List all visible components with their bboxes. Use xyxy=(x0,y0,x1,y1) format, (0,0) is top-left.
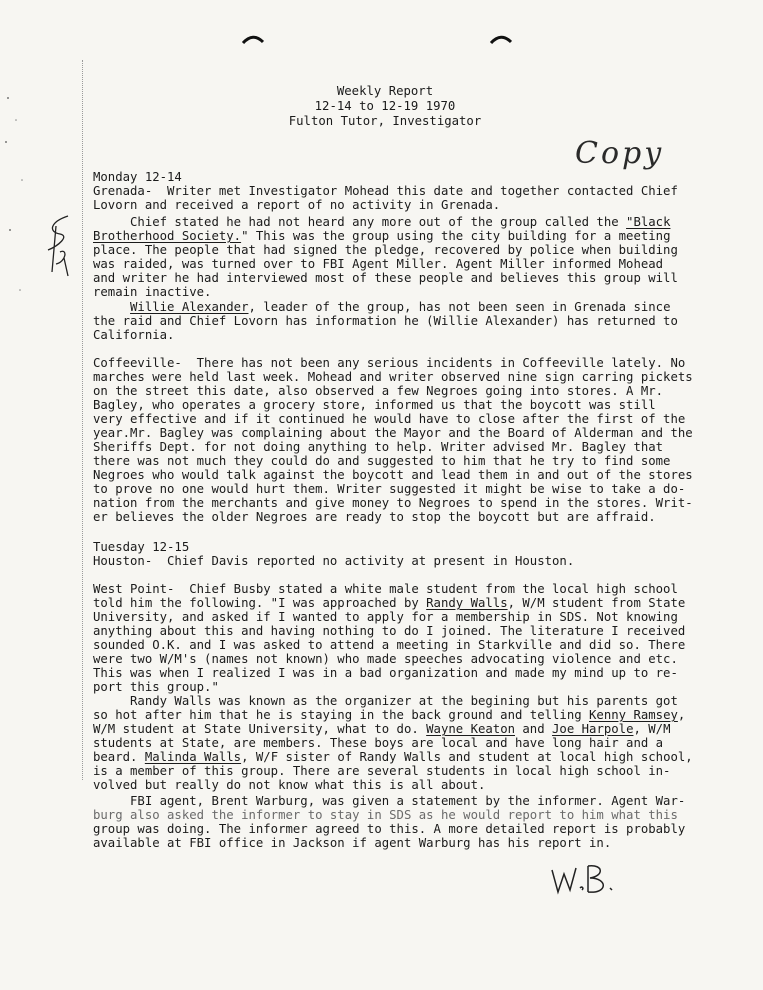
coffeeville-line-2: marches were held last week. Mohead and writer observed nine sign carring pickets xyxy=(93,370,693,384)
underlined-group-name: "Black xyxy=(626,215,671,229)
punch-hole-mark-right xyxy=(490,34,512,44)
text-span: , xyxy=(677,708,686,722)
walls-line-7: volved but really do not know what this is all about. xyxy=(93,778,486,792)
fbi-line-3: group was doing. The informer agreed to this. A more detailed report is probably xyxy=(93,822,686,836)
underlined-name: Joe Harpole xyxy=(552,722,634,736)
punch-hole-mark-left xyxy=(242,34,264,44)
walls-line-3 xyxy=(93,722,671,736)
text-span: beard. xyxy=(93,750,145,764)
text-span: " This was the group using the city building for a meeting xyxy=(241,229,671,243)
chief-line-1 xyxy=(93,215,670,229)
grenada-line-2: Lovorn and received a report of no activity in Grenada. xyxy=(93,198,501,212)
underlined-name: Kenny Ramsey xyxy=(589,708,678,722)
coffeeville-line-4: Bagley, who operates a grocery store, informed us that the boycott was still xyxy=(93,398,656,412)
coffeeville-line-3: on the street this date, also observed a few Negroes going into stores. A Mr. xyxy=(93,384,664,398)
report-title: Weekly Report xyxy=(336,84,434,98)
handwritten-initials xyxy=(548,858,618,902)
text-span: W/M student at State University, what to do. xyxy=(93,722,427,736)
coffeeville-line-6: year.Mr. Bagley was complaining about the Mayor and the Board of Alderman and the xyxy=(93,426,693,440)
margin-dotted-line xyxy=(82,60,83,780)
fbi-line-2: burg also asked the informer to stay in SDS as he would report to him what this xyxy=(93,808,678,822)
westpoint-line-7: This was when I realized I was in a bad organization and made my mind up to re- xyxy=(93,666,678,680)
chief-line-2 xyxy=(93,229,670,243)
westpoint-line-4: anything about this and having nothing to do I joined. The literature I received xyxy=(93,624,686,638)
coffeeville-line-10: to prove no one would hurt them. Writer suggested it might be wise to take a do- xyxy=(93,482,686,496)
text-span: so hot after him that he is staying in the back ground and telling xyxy=(93,708,590,722)
coffeeville-line-9: Negroes who would talk against the boycott and lead them in and out of the stores xyxy=(93,468,693,482)
westpoint-line-6: were two W/M's (names not known) who made speeches advocating violence and etc. xyxy=(93,652,678,666)
copy-stamp-text: Copy xyxy=(575,136,665,171)
tuesday-heading: Tuesday 12-15 xyxy=(93,540,190,554)
chief-line-5: and writer he had interviewed most of these people and believes this group will xyxy=(93,271,678,285)
walls-line-4: students at State, are members. These boys are local and have long hair and a xyxy=(93,736,664,750)
westpoint-line-5: sounded O.K. and I was asked to attend a meeting in Starkville and did so. There xyxy=(93,638,686,652)
underlined-name: Willie Alexander xyxy=(130,300,249,314)
fbi-line-4: available at FBI office in Jackson if agent Warburg has his report in. xyxy=(93,836,612,850)
houston-line-1: Houston- Chief Davis reported no activity at present in Houston. xyxy=(93,554,575,568)
chief-line-6: remain inactive. xyxy=(93,285,212,299)
underlined-name: Randy Walls xyxy=(426,596,508,610)
text-span: , leader of the group, has not been seen in Grenada since xyxy=(248,300,671,314)
coffeeville-line-11: nation from the merchants and give money to Negroes to spend in the stores. Writ- xyxy=(93,496,693,510)
text-span: Chief stated he had not heard any more out of the group called the xyxy=(93,215,627,229)
coffeeville-line-8: there was not much they could do and suggested to him that he try to find some xyxy=(93,454,671,468)
report-header xyxy=(270,84,500,129)
alexander-line-1 xyxy=(93,300,671,314)
coffeeville-line-1: Coffeeville- There has not been any serious incidents in Coffeeville lately. No xyxy=(93,356,686,370)
walls-line-2 xyxy=(93,708,685,722)
copy-stamp xyxy=(575,136,665,190)
underlined-name: Wayne Keaton xyxy=(426,722,515,736)
westpoint-line-8: port this group." xyxy=(93,680,219,694)
text-span xyxy=(93,300,130,314)
chief-line-3: place. The people that had signed the pledge, recovered by police when building xyxy=(93,243,678,257)
coffeeville-line-5: very effective and if it continued he would have to close after the first of the xyxy=(93,412,686,426)
westpoint-line-2 xyxy=(93,596,685,610)
alexander-line-3: California. xyxy=(93,328,175,342)
fbi-line-1: FBI agent, Brent Warburg, was given a statement by the informer. Agent War- xyxy=(93,794,686,808)
underlined-group-name: Brotherhood Society. xyxy=(93,229,242,243)
walls-line-5 xyxy=(93,750,693,764)
report-author: Fulton Tutor, Investigator xyxy=(288,114,482,128)
text-span: , W/M xyxy=(633,722,671,736)
grenada-line-1: Grenada- Writer met Investigator Mohead this date and together contacted Chief xyxy=(93,184,678,198)
coffeeville-line-12: er believes the older Negroes are ready to stop the boycott but are affraid. xyxy=(93,510,656,524)
westpoint-line-1: West Point- Chief Busby stated a white male student from the local high school xyxy=(93,582,678,596)
westpoint-line-3: University, and asked if I wanted to apply for a membership in SDS. Not knowing xyxy=(93,610,678,624)
text-span: and xyxy=(515,722,553,736)
coffeeville-line-7: Sheriffs Dept. for not doing anything to help. Writer advised Mr. Bagley that xyxy=(93,440,664,454)
margin-handwritten-note xyxy=(38,212,78,282)
chief-line-4: was raided, was turned over to FBI Agent Miller. Agent Miller informed Mohead xyxy=(93,257,664,271)
monday-heading: Monday 12-14 xyxy=(93,170,182,184)
walls-line-6: is a member of this group. There are several students in local high school in- xyxy=(93,764,671,778)
text-span: , W/F sister of Randy Walls and student at local high school, xyxy=(241,750,693,764)
text-span: told him the following. "I was approached by xyxy=(93,596,427,610)
alexander-line-2: the raid and Chief Lovorn has information he (Willie Alexander) has returned to xyxy=(93,314,678,328)
report-dates: 12-14 to 12-19 1970 xyxy=(314,99,456,113)
scan-speckle xyxy=(2,90,42,330)
underlined-name: Malinda Walls xyxy=(144,750,242,764)
text-span: , W/M student from State xyxy=(507,596,686,610)
walls-line-1: Randy Walls was known as the organizer at the begining but his parents got xyxy=(93,694,678,708)
